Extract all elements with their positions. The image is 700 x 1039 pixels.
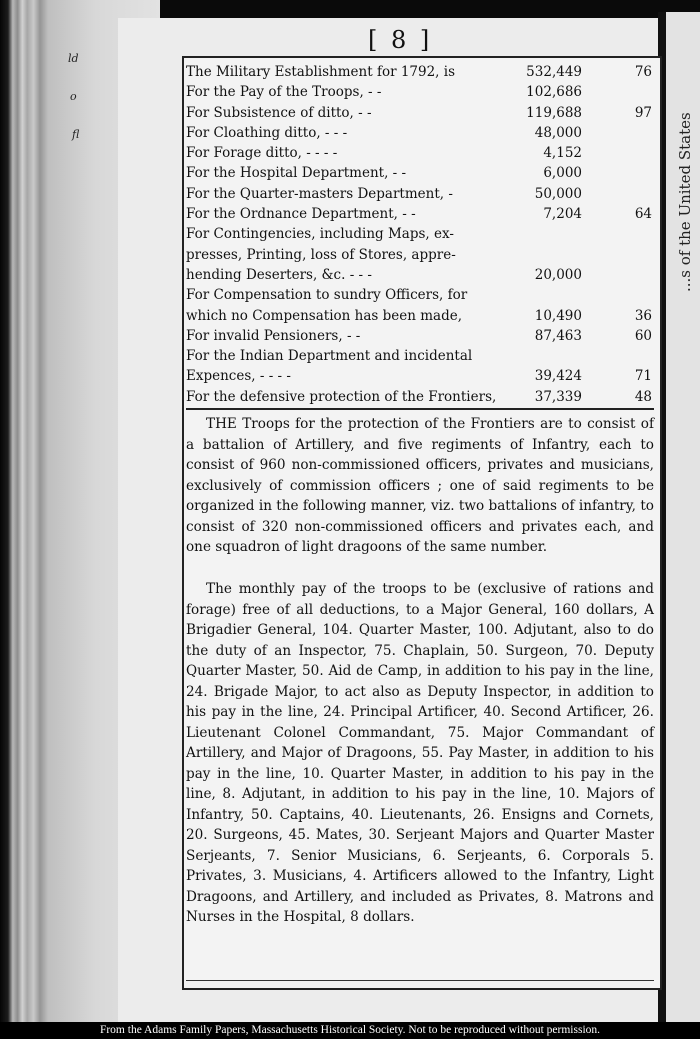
budget-row-label: For the Ordnance Department, - - (186, 206, 416, 223)
budget-row-amount: 20,000 (534, 266, 582, 283)
budget-row (186, 366, 656, 386)
budget-row-label: For Contingencies, including Maps, ex- (186, 226, 454, 243)
budget-row-cents: 60 (634, 327, 652, 344)
budget-row (186, 123, 656, 143)
budget-row-amount: 50,000 (534, 185, 582, 202)
budget-row-cents: 97 (634, 104, 652, 121)
budget-row (186, 184, 656, 204)
budget-row (186, 245, 656, 265)
margin-mark: o (70, 90, 77, 103)
budget-row-amount: 102,686 (526, 84, 582, 101)
budget-row-label: which no Compensation has been made, (186, 307, 462, 324)
budget-row-label: For Cloathing ditto, - - - (186, 124, 348, 141)
bottom-rule (186, 980, 654, 981)
budget-row-amount: 39,424 (534, 368, 582, 385)
budget-row-label: The Military Establishment for 1792, is (186, 64, 456, 80)
page-number: [ 8 ] (368, 26, 433, 54)
budget-row-amount: 37,339 (534, 388, 582, 405)
budget-row-cents: 48 (634, 388, 652, 405)
budget-row (186, 285, 656, 305)
copyright-footer: From the Adams Family Papers, Massachusetts Historical Society. Not to be reproduced without permission. (0, 1022, 700, 1039)
budget-row-label: For the Quarter-masters Department, - (186, 185, 453, 202)
troops-paragraph-text: THE Troops for the protection of the Frontiers are to consist of a battalion of Artillery, and five regiments of Infantry, each to consist of 960 non-commissioned officers, privates and musicians, exclusively of commission officers ; one of said regiments to be organized in the following manner, viz. two battalions of infantry, to consist of 320 non-commissioned officers and privates each, and one squadron of light dragoons of the same number. (186, 416, 654, 555)
budget-row-cents: 71 (634, 368, 652, 385)
budget-row (186, 326, 656, 346)
margin-mark: fl (72, 128, 80, 141)
budget-row-cents: 76 (634, 64, 652, 80)
budget-row-amount: 119,688 (526, 104, 582, 121)
budget-row-cents: 64 (634, 206, 652, 223)
budget-row (186, 82, 656, 102)
budget-table (186, 62, 656, 407)
budget-row-amount: 10,490 (534, 307, 582, 324)
budget-row (186, 387, 656, 407)
budget-row-label: For the Pay of the Troops, - - (186, 84, 382, 101)
budget-row-label: For Subsistence of ditto, - - (186, 104, 372, 121)
budget-row (186, 143, 656, 163)
budget-row-label: presses, Printing, loss of Stores, appre- (186, 246, 456, 263)
budget-row (186, 346, 656, 366)
budget-row (186, 163, 656, 183)
budget-row-amount: 7,204 (543, 206, 582, 223)
pay-paragraph-text: The monthly pay of the troops to be (exclusive of rations and forage) free of all deductions, to a Major General, 160 dollars, A Brigadier General, 104. Quarter Master, 100. Adjutant, also to do the duty of an Inspector, 75. Chaplain, 50. Surgeon, 70. Deputy Quarter Master, 50. Aid de Camp, in addition to his pay in the line, 24. Brigade Major, to act also as Deputy Inspector, in addition to his pay in the line, 24. Principal Artificer, 40. Second Artificer, 26. Lieutenant Colonel Commandant, 75. Major Commandant of Artillery, and Major of Dragoons, 55. Pay Master, in addition to his pay in the line, 10. Quarter Master, in addition to his pay in the line, 8. Adjutant, in addition to his pay in the line, 10. Majors of Infantry, 50. Captains, 40. Lieutenants, 26. Ensigns and Cornets, 20. Surgeons, 45. Mates, 30. Serjeant Majors and Quarter Master Serjeants, 7. Senior Musicians, 6. Serjeants, 6. Corporals 5. Privates, 3. Musicians, 4. Artificers allowed to the Infantry, Light Dragoons, and Artillery, and included as Privates, 8. Matrons and Nurses in the Hospital, 8 dollars. (186, 581, 654, 925)
budget-row-amount: 4,152 (543, 145, 582, 162)
budget-row (186, 62, 656, 82)
budget-row-label: For invalid Pensioners, - - (186, 327, 361, 344)
budget-row (186, 265, 656, 285)
budget-row-amount: 532,449 (526, 64, 582, 80)
budget-row-amount: 87,463 (534, 327, 582, 344)
budget-row-label: For Forage ditto, - - - - (186, 145, 338, 162)
budget-row-label: hending Deserters, &c. - - - (186, 266, 372, 283)
pay-paragraph (186, 579, 654, 928)
budget-row (186, 306, 656, 326)
troops-paragraph (186, 414, 654, 558)
budget-row-amount: 6,000 (543, 165, 582, 182)
budget-row-label: For Compensation to sundry Officers, for (186, 287, 468, 304)
budget-row-label: Expences, - - - - (186, 368, 291, 385)
budget-row-label: For the defensive protection of the Frontiers, (186, 388, 497, 405)
budget-row (186, 103, 656, 123)
budget-row-cents: 36 (634, 307, 652, 324)
adjacent-book-page (658, 12, 700, 1022)
budget-row-label: For the Indian Department and incidental (186, 348, 473, 365)
budget-row-amount: 48,000 (534, 124, 582, 141)
margin-mark: ld (68, 52, 79, 65)
budget-row-label: For the Hospital Department, - - (186, 165, 407, 182)
section-divider (186, 408, 654, 410)
budget-row (186, 204, 656, 224)
spine-text: ...s of the United States (676, 112, 694, 292)
budget-row (186, 224, 656, 244)
